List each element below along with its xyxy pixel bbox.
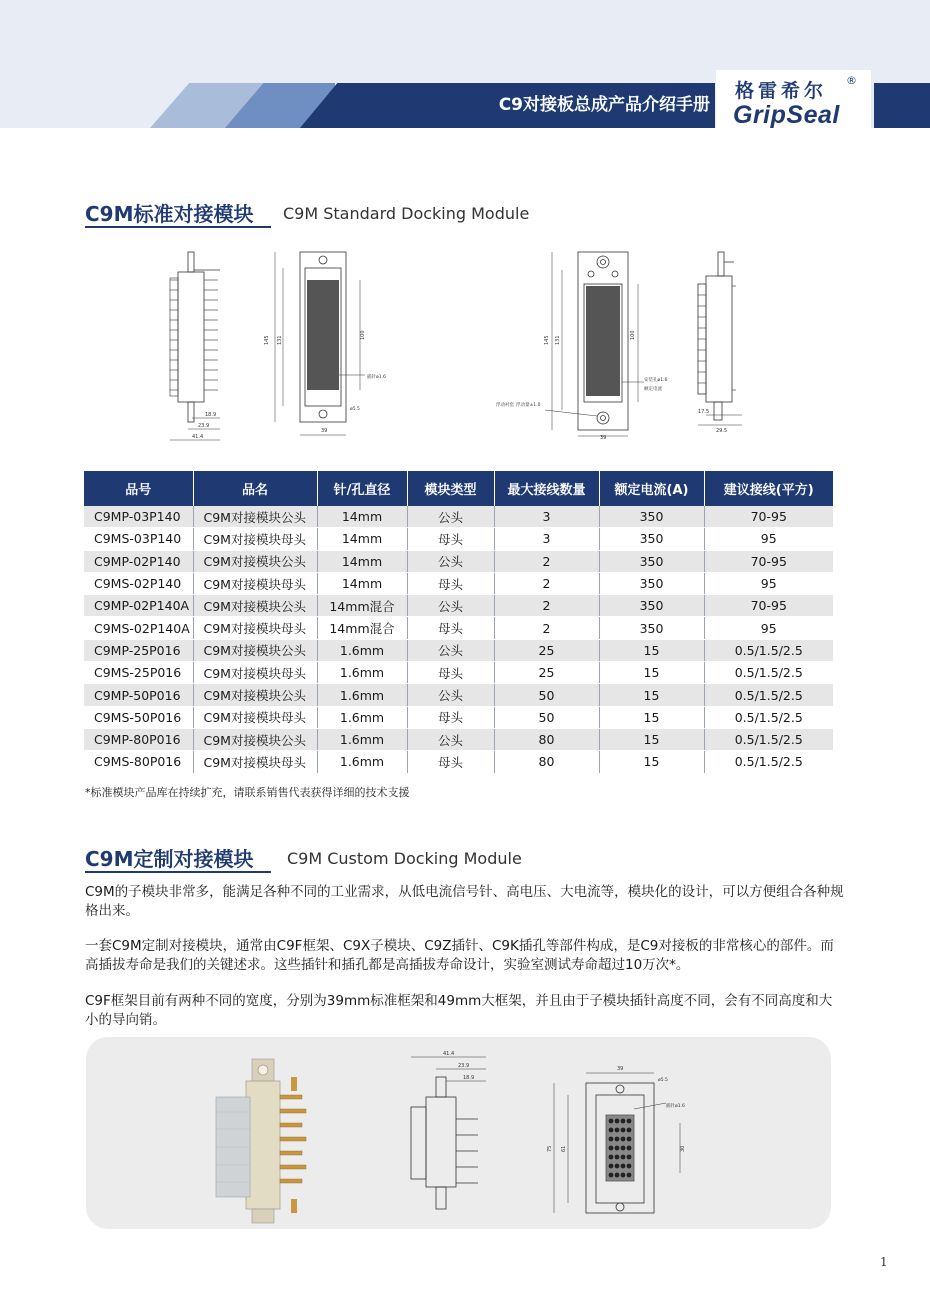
cell-current: 15 bbox=[599, 639, 704, 661]
cell-wire: 95 bbox=[704, 528, 833, 550]
paragraph-1: C9M的子模块非常多，能满足各种不同的工业需求，从低电流信号针、高电压、大电流等，模块化的设计，可以方便组合各种规格出来。 bbox=[85, 884, 844, 919]
right-side-view-drawing bbox=[698, 252, 742, 425]
cell-name: C9M对接模块母头 bbox=[193, 751, 317, 773]
label-float-current: 额定电流 bbox=[644, 387, 662, 392]
paragraph-2: 一套C9M定制对接模块，通常由C9F框架、C9X子模块、C9Z插针、C9K插孔等部件构成，是C9对接板的非常核心的部件。而高插拔寿命是我们的关键述求。这些插针和插孔都是高插拔寿命设计，实验室测试寿命超过10万次*。 bbox=[85, 938, 834, 973]
cell-part-no: C9MP-25P016 bbox=[84, 639, 193, 661]
table-header-row bbox=[84, 471, 833, 506]
cell-max-wires: 50 bbox=[494, 706, 599, 728]
logo-chinese: 格雷希尔 bbox=[735, 80, 828, 102]
cell-max-wires: 25 bbox=[494, 639, 599, 661]
cell-wire: 70-95 bbox=[704, 506, 833, 528]
page-number: 1 bbox=[880, 1255, 888, 1269]
cell-type: 母头 bbox=[407, 572, 494, 594]
label-front-hole: ø5.5 bbox=[350, 407, 360, 412]
cell-diameter: 1.6mm bbox=[317, 684, 407, 706]
registered-mark: ® bbox=[846, 74, 857, 87]
dim-float-h2: 131 bbox=[555, 335, 561, 345]
cell-name: C9M对接模块公头 bbox=[193, 506, 317, 528]
dim-side-1: 18.9 bbox=[205, 412, 217, 418]
col-header: 建议接线(平方) bbox=[704, 471, 833, 506]
cell-diameter: 14mm混合 bbox=[317, 595, 407, 617]
cell-part-no: C9MP-03P140 bbox=[84, 506, 193, 528]
cell-diameter: 14mm bbox=[317, 550, 407, 572]
table-row bbox=[84, 528, 833, 550]
cell-diameter: 14mm bbox=[317, 572, 407, 594]
table-row bbox=[84, 506, 833, 528]
cell-type: 母头 bbox=[407, 617, 494, 639]
cell-name: C9M对接模块公头 bbox=[193, 728, 317, 750]
dim-front-h2: 131 bbox=[277, 335, 283, 345]
label-float-bush: 浮动衬套 bbox=[496, 403, 514, 408]
cell-max-wires: 80 bbox=[494, 751, 599, 773]
table-row bbox=[84, 728, 833, 750]
cell-current: 350 bbox=[599, 506, 704, 528]
panel-drawings bbox=[86, 1037, 831, 1229]
cell-part-no: C9MP-02P140 bbox=[84, 550, 193, 572]
table-row bbox=[84, 550, 833, 572]
cell-current: 350 bbox=[599, 595, 704, 617]
table-row bbox=[84, 617, 833, 639]
cell-type: 母头 bbox=[407, 662, 494, 684]
cell-diameter: 14mm混合 bbox=[317, 617, 407, 639]
table-row bbox=[84, 751, 833, 773]
logo-english: GripSeal bbox=[733, 101, 840, 129]
cell-name: C9M对接模块母头 bbox=[193, 617, 317, 639]
col-header: 针/孔直径 bbox=[317, 471, 407, 506]
table-footnote: *标准模块产品库在持续扩充，请联系销售代表获得详细的技术支援 bbox=[85, 786, 410, 799]
panel-dim-front-w: 39 bbox=[617, 1066, 624, 1072]
table-row bbox=[84, 639, 833, 661]
cell-wire: 70-95 bbox=[704, 595, 833, 617]
dim-side-2: 23.9 bbox=[198, 423, 210, 429]
col-header: 模块类型 bbox=[407, 471, 494, 506]
dim-float-w: 39 bbox=[600, 435, 607, 441]
cell-current: 350 bbox=[599, 572, 704, 594]
cell-diameter: 1.6mm bbox=[317, 639, 407, 661]
cell-diameter: 1.6mm bbox=[317, 706, 407, 728]
panel-dim-h3: 30 bbox=[680, 1145, 686, 1152]
table-row bbox=[84, 595, 833, 617]
panel-dim-h2: 61 bbox=[561, 1145, 567, 1152]
panel-label-hole: ø5.5 bbox=[658, 1078, 668, 1083]
cell-current: 15 bbox=[599, 751, 704, 773]
dim-side-3: 41.4 bbox=[192, 434, 204, 440]
cell-type: 母头 bbox=[407, 706, 494, 728]
cell-wire: 0.5/1.5/2.5 bbox=[704, 639, 833, 661]
cell-type: 母头 bbox=[407, 528, 494, 550]
cell-current: 350 bbox=[599, 617, 704, 639]
cell-type: 公头 bbox=[407, 550, 494, 572]
cell-current: 15 bbox=[599, 728, 704, 750]
cell-part-no: C9MS-02P140A bbox=[84, 617, 193, 639]
section2-title-cn: C9M定制对接模块 bbox=[85, 847, 254, 871]
label-float-amount: 浮动量±1.0 bbox=[516, 403, 541, 408]
cell-part-no: C9MS-50P016 bbox=[84, 706, 193, 728]
cell-diameter: 14mm bbox=[317, 528, 407, 550]
cell-current: 15 bbox=[599, 706, 704, 728]
cell-diameter: 1.6mm bbox=[317, 751, 407, 773]
cell-max-wires: 3 bbox=[494, 506, 599, 528]
cell-wire: 0.5/1.5/2.5 bbox=[704, 684, 833, 706]
cell-max-wires: 2 bbox=[494, 617, 599, 639]
cell-current: 15 bbox=[599, 662, 704, 684]
panel-label-pin: 插针ø1.6 bbox=[666, 1104, 685, 1109]
col-header: 最大接线数量 bbox=[494, 471, 599, 506]
cell-current: 350 bbox=[599, 528, 704, 550]
cell-type: 公头 bbox=[407, 684, 494, 706]
cell-current: 15 bbox=[599, 684, 704, 706]
cell-wire: 95 bbox=[704, 572, 833, 594]
cell-name: C9M对接模块公头 bbox=[193, 595, 317, 617]
header-right-block bbox=[874, 83, 930, 128]
table-row bbox=[84, 572, 833, 594]
paragraph-3: C9F框架目前有两种不同的宽度，分别为39mm标准框架和49mm大框架，并且由于子模块插针高度不同，会有不同高度和大小的导向销。 bbox=[85, 993, 833, 1028]
dim-float-h1: 145 bbox=[544, 335, 550, 345]
col-header: 额定电流(A) bbox=[599, 471, 704, 506]
dim-front-h3: 100 bbox=[360, 330, 366, 340]
product-image-panel bbox=[86, 1037, 831, 1229]
label-front-pin: 插针ø1.6 bbox=[367, 375, 386, 380]
cell-current: 350 bbox=[599, 550, 704, 572]
cell-wire: 95 bbox=[704, 617, 833, 639]
cell-wire: 70-95 bbox=[704, 550, 833, 572]
label-float-hole: 安装孔ø1.6 bbox=[644, 378, 668, 383]
panel-front-view bbox=[554, 1073, 680, 1213]
cell-wire: 0.5/1.5/2.5 bbox=[704, 706, 833, 728]
module-product-photo bbox=[216, 1059, 306, 1223]
section1-underline bbox=[85, 226, 271, 228]
cell-part-no: C9MS-25P016 bbox=[84, 662, 193, 684]
section1-title-cn: C9M标准对接模块 bbox=[85, 202, 254, 226]
cell-type: 公头 bbox=[407, 506, 494, 528]
panel-dim-side-2: 23.9 bbox=[458, 1063, 470, 1069]
dim-front-w: 39 bbox=[321, 428, 328, 434]
cell-diameter: 1.6mm bbox=[317, 728, 407, 750]
panel-dim-h1: 75 bbox=[547, 1145, 553, 1152]
panel-side-view bbox=[411, 1057, 486, 1209]
cell-max-wires: 3 bbox=[494, 528, 599, 550]
dim-right-1: 17.5 bbox=[698, 409, 710, 415]
cell-type: 公头 bbox=[407, 728, 494, 750]
cell-name: C9M对接模块母头 bbox=[193, 706, 317, 728]
cell-name: C9M对接模块公头 bbox=[193, 550, 317, 572]
cell-part-no: C9MP-50P016 bbox=[84, 684, 193, 706]
technical-drawings bbox=[150, 240, 790, 460]
cell-wire: 0.5/1.5/2.5 bbox=[704, 728, 833, 750]
panel-dim-side-1: 41.4 bbox=[443, 1051, 455, 1057]
cell-wire: 0.5/1.5/2.5 bbox=[704, 662, 833, 684]
cell-type: 公头 bbox=[407, 595, 494, 617]
cell-name: C9M对接模块母头 bbox=[193, 662, 317, 684]
cell-max-wires: 50 bbox=[494, 684, 599, 706]
cell-type: 公头 bbox=[407, 639, 494, 661]
doc-title: C9对接板总成产品介绍手册 bbox=[498, 95, 710, 115]
cell-max-wires: 25 bbox=[494, 662, 599, 684]
cell-part-no: C9MS-03P140 bbox=[84, 528, 193, 550]
cell-diameter: 1.6mm bbox=[317, 662, 407, 684]
cell-part-no: C9MS-02P140 bbox=[84, 572, 193, 594]
table-row bbox=[84, 706, 833, 728]
section1-title-en: C9M Standard Docking Module bbox=[283, 204, 530, 223]
cell-name: C9M对接模块母头 bbox=[193, 528, 317, 550]
dim-front-h1: 145 bbox=[264, 335, 270, 345]
cell-part-no: C9MP-02P140A bbox=[84, 595, 193, 617]
cell-name: C9M对接模块公头 bbox=[193, 684, 317, 706]
cell-wire: 0.5/1.5/2.5 bbox=[704, 751, 833, 773]
cell-diameter: 14mm bbox=[317, 506, 407, 528]
col-header: 品号 bbox=[84, 471, 193, 506]
table-row bbox=[84, 662, 833, 684]
cell-max-wires: 80 bbox=[494, 728, 599, 750]
cell-name: C9M对接模块母头 bbox=[193, 572, 317, 594]
spec-table bbox=[84, 471, 833, 774]
section2-underline bbox=[85, 871, 271, 873]
table-row bbox=[84, 684, 833, 706]
col-header: 品名 bbox=[193, 471, 317, 506]
dim-right-2: 29.5 bbox=[716, 428, 728, 434]
cell-part-no: C9MS-80P016 bbox=[84, 751, 193, 773]
cell-max-wires: 2 bbox=[494, 550, 599, 572]
cell-part-no: C9MP-80P016 bbox=[84, 728, 193, 750]
cell-type: 母头 bbox=[407, 751, 494, 773]
cell-name: C9M对接模块公头 bbox=[193, 639, 317, 661]
panel-dim-side-3: 18.9 bbox=[463, 1075, 475, 1081]
cell-max-wires: 2 bbox=[494, 572, 599, 594]
cell-max-wires: 2 bbox=[494, 595, 599, 617]
dim-float-h3: 100 bbox=[630, 330, 636, 340]
section2-title-en: C9M Custom Docking Module bbox=[287, 849, 522, 868]
